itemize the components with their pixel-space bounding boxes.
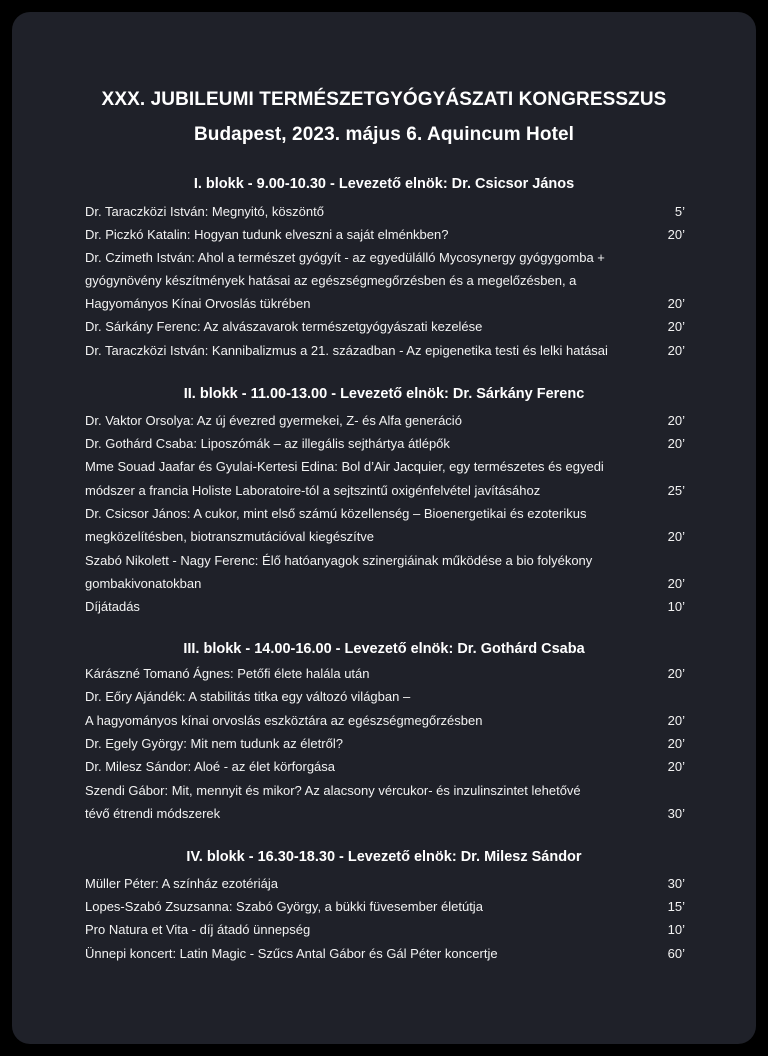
row-title: Mme Souad Jaafar és Gyulai-Kertesi Edina: Bol d’Air Jacquier, egy természetes és egyedi: [85, 459, 604, 474]
row-duration: 20’: [667, 436, 685, 451]
row-duration: 20’: [667, 413, 685, 428]
row-title: Dr. Eőry Ajándék: A stabilitás titka egy változó világban –: [85, 689, 411, 704]
row-title: Müller Péter: A színház ezotériája: [85, 876, 278, 891]
row-title: Dr. Gothárd Csaba: Liposzómák – az illegális sejthártya átlépők: [85, 436, 450, 451]
congress-title: XXX. JUBILEUMI TERMÉSZETGYÓGYÁSZATI KONGRESSZUS: [101, 89, 667, 110]
row-duration: 20’: [667, 296, 685, 311]
row-duration: 20’: [667, 759, 685, 774]
row-title: Hagyományos Kínai Orvoslás tükrében: [85, 296, 311, 311]
row-title: Ünnepi koncert: Latin Magic - Szűcs Antal Gábor és Gál Péter koncertje: [85, 946, 498, 961]
program-row: [85, 270, 685, 292]
row-title: tévő étrendi módszerek: [85, 806, 221, 821]
block-3-heading: III. blokk - 14.00-16.00 - Levezető elnök: Dr. Gothárd Csaba: [183, 641, 585, 657]
row-title: Dr. Czimeth István: Ahol a természet gyógyít - az egyedülálló Mycosynergy gyógygomba +: [85, 250, 605, 265]
row-duration: 20’: [667, 713, 685, 728]
program-row: [85, 919, 685, 941]
row-duration: 25’: [667, 483, 685, 498]
row-title: Dr. Egely György: Mit nem tudunk az életről?: [85, 736, 343, 751]
row-title: gombakivonatokban: [85, 576, 202, 591]
program-row: [85, 224, 685, 246]
row-duration: 5’: [674, 204, 685, 219]
row-duration: 60’: [667, 946, 685, 961]
program-row: [85, 503, 685, 525]
program-row: [85, 943, 685, 965]
program-row: [85, 247, 685, 269]
congress-subtitle: Budapest, 2023. május 6. Aquincum Hotel: [193, 124, 575, 145]
row-title: Pro Natura et Vita - díj átadó ünnepség: [85, 922, 311, 937]
row-title: Dr. Piczkó Katalin: Hogyan tudunk elveszni a saját elménkben?: [85, 227, 449, 242]
row-title: Dr. Vaktor Orsolya: Az új évezred gyermekei, Z- és Alfa generáció: [85, 413, 462, 428]
program-row: [85, 433, 685, 455]
row-title: módszer a francia Holiste Laboratoire-tól a sejtszintű oxigénfelvétel javításához: [85, 483, 541, 498]
program-row: [85, 733, 685, 755]
row-title: A hagyományos kínai orvoslás eszköztára az egészségmegőrzésben: [85, 713, 483, 728]
block-4-heading: IV. blokk - 16.30-18.30 - Levezető elnök: Dr. Milesz Sándor: [186, 849, 582, 865]
program-row: [85, 663, 685, 685]
program-row: [85, 803, 685, 825]
program-row: [85, 456, 685, 478]
row-duration: 10’: [667, 922, 685, 937]
row-duration: 20’: [667, 576, 685, 591]
program-row: [85, 480, 685, 502]
row-title: Dr. Csicsor János: A cukor, mint első számú közellenség – Bioenergetikai és ezoterikus: [85, 506, 587, 521]
row-title: Dr. Taraczközi István: Megnyitó, köszöntő: [85, 204, 324, 219]
program-row: [85, 573, 685, 595]
program-row: [85, 756, 685, 778]
program-row: [85, 686, 685, 708]
row-title: gyógynövény készítmények hatásai az egészségmegőrzésben és a megelőzésben, a: [85, 273, 577, 288]
row-title: Szabó Nikolett - Nagy Ferenc: Élő hatóanyagok szinergiáinak működése a bio folyékony: [85, 553, 593, 568]
row-duration: 10’: [667, 599, 685, 614]
program-row: [85, 293, 685, 315]
program-row: [85, 201, 685, 223]
row-title: Szendi Gábor: Mit, mennyit és mikor? Az alacsony vércukor- és inzulinszintet lehetővé: [85, 783, 581, 798]
block-2-heading: II. blokk - 11.00-13.00 - Levezető elnök: Dr. Sárkány Ferenc: [183, 386, 585, 402]
row-title: Lopes-Szabó Zsuzsanna: Szabó György, a bükki füvesember életútja: [85, 899, 483, 914]
row-title: Dr. Taraczközi István: Kannibalizmus a 21. században - Az epigenetika testi és lelki hatásai: [85, 343, 608, 358]
row-duration: 30’: [667, 806, 685, 821]
row-duration: 20’: [667, 319, 685, 334]
program-row: [85, 340, 685, 362]
row-duration: 20’: [667, 343, 685, 358]
row-duration: 20’: [667, 666, 685, 681]
program-row: [85, 596, 685, 618]
row-title: Díjátadás: [85, 599, 140, 614]
row-title: Dr. Milesz Sándor: Aloé - az élet körforgása: [85, 759, 336, 774]
row-duration: 20’: [667, 736, 685, 751]
row-duration: 20’: [667, 227, 685, 242]
program-row: [85, 316, 685, 338]
program-row: [85, 873, 685, 895]
program-row: [85, 550, 685, 572]
block-1-heading: I. blokk - 9.00-10.30 - Levezető elnök: Dr. Csicsor János: [193, 176, 575, 192]
program-row: [85, 410, 685, 432]
row-title: megközelítésben, biotranszmutációval kiegészítve: [85, 529, 375, 544]
row-title: Kárászné Tomanó Ágnes: Petőfi élete halála után: [85, 666, 370, 681]
program-row: [85, 710, 685, 732]
row-duration: 30’: [667, 876, 685, 891]
row-title: Dr. Sárkány Ferenc: Az alvászavarok természetgyógyászati kezelése: [85, 319, 483, 334]
program-row: [85, 780, 685, 802]
program-row: [85, 526, 685, 548]
program-row: [85, 896, 685, 918]
row-duration: 20’: [667, 529, 685, 544]
row-duration: 15’: [667, 899, 685, 914]
